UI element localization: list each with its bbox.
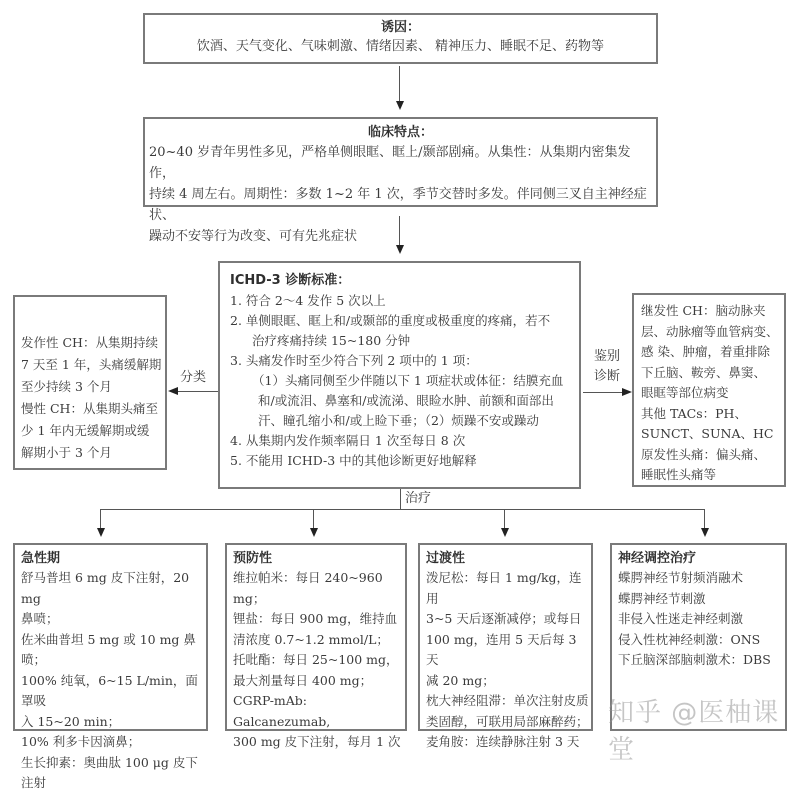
classification-line: 解期小于 3 个月 [21, 445, 112, 460]
transitional-title: 过渡性 [426, 551, 466, 566]
criteria-title: ICHD-3 诊断标准： [230, 273, 351, 288]
watermark: 知乎 @医柚课堂 [608, 698, 780, 765]
differential-line: 原发性头痛：偏头痛、 [641, 446, 767, 462]
criteria-item: 1. 符合 2～4 发作 5 次以上 [230, 293, 386, 308]
triggers-title: 诱因： [380, 20, 420, 35]
clinical-text [145, 142, 656, 247]
differential-line: 下丘脑、鞍旁、鼻窦、 [641, 364, 767, 380]
acute-line: 舒马普坦 6 mg 皮下注射，20 mg [21, 570, 190, 606]
classification-text [15, 297, 165, 464]
preventive-line: 维拉帕米：每日 240~960 mg； [233, 570, 383, 606]
transitional-treatment-box [418, 543, 593, 749]
arrow-down-icon [310, 528, 318, 537]
differential-label-1: 鉴别 [594, 349, 621, 364]
transitional-line: 枕大神经阻滞：单次注射皮质 [426, 693, 589, 708]
criteria-item: 5. 不能用 ICHD-3 中的其他诊断更好地解释 [230, 453, 477, 468]
preventive-line: 锂盐：每日 900 mg，维持血 [233, 611, 398, 626]
transitional-line: 泼尼松：每日 1 mg/kg，连用 [426, 570, 582, 606]
preventive-text [227, 568, 405, 753]
connector-line [313, 509, 314, 529]
clinical-title: 临床特点： [367, 125, 433, 140]
differential-diagnosis-box [632, 293, 786, 487]
classification-box [13, 295, 167, 470]
clinical-line: 持续 4 周左右。周期性：多数 1~2 年 1 次，季节交替时多发。伴同侧三叉自主神经症状、 [149, 187, 647, 223]
connector-line [100, 509, 101, 529]
preventive-title: 预防性 [233, 551, 273, 566]
neuromodulation-line: 蝶腭神经节刺激 [618, 590, 706, 606]
neuromodulation-line: 非侵入性迷走神经刺激 [618, 611, 744, 626]
classification-line: 至少持续 3 个月 [21, 379, 112, 394]
connector-line [399, 66, 400, 102]
arrow-down-icon [501, 528, 509, 537]
differential-line: 其他 TACs：PH、 [641, 405, 747, 421]
classification-line: 慢性 CH：从集期头痛至 [21, 401, 158, 416]
preventive-line: 清浓度 0.7~1.2 mmol/L； [233, 631, 389, 647]
differential-line: 继发性 CH：脑动脉夹 [641, 303, 766, 318]
transitional-line: 3~5 天后逐渐减停；或每日 [426, 611, 582, 626]
neuromodulation-text [612, 568, 785, 671]
acute-line: 100% 纯氧，6~15 L/min，面罩吸 [21, 672, 198, 708]
acute-title: 急性期 [21, 551, 61, 566]
neuromodulation-line: 蝶腭神经节射频消融术 [618, 570, 744, 585]
classification-line: 少 1 年内无缓解期或缓 [21, 423, 150, 438]
differential-line: 感 染、肿瘤，着重排除 [641, 344, 770, 359]
criteria-item: 4. 从集期内发作频率隔日 1 次至每日 8 次 [230, 433, 466, 448]
connector-line [504, 509, 505, 529]
clinical-features-box [143, 117, 658, 244]
acute-text [15, 568, 206, 794]
neuromodulation-line: 侵入性枕神经刺激：ONS [618, 631, 761, 647]
neuromodulation-title: 神经调控治疗 [618, 551, 697, 566]
differential-line: 睡眠性头痛等 [641, 467, 717, 482]
connector-line [176, 391, 218, 392]
treatment-branch-line [100, 509, 705, 510]
criteria-item: 汗、瞳孔缩小和/或上睑下垂；（2）烦躁不安或躁动 [258, 413, 539, 428]
arrow-left-icon [168, 387, 178, 395]
preventive-line: CGRP-mAb: Galcanezumab, [233, 693, 331, 729]
clinical-line: 20~40 岁青年男性多见，严格单侧眼眶、眶上/颞部剧痛。从集性：从集期内密集发作， [149, 145, 631, 181]
differential-line: 层、动脉瘤等血管病变、 [641, 323, 779, 339]
criteria-item: 和/或流泪、鼻塞和/或流涕、眼睑水肿、前额和面部出 [258, 393, 554, 408]
criteria-item: （1）头痛同侧至少伴随以下 1 项症状或体征：结膜充血 [252, 373, 564, 388]
treatment-label: 治疗 [405, 491, 432, 506]
acute-line: 鼻喷； [21, 611, 59, 626]
diagnostic-criteria-box [218, 261, 581, 489]
transitional-line: 100 mg，连用 5 天后每 3 天 [426, 631, 577, 667]
preventive-treatment-box [225, 543, 407, 749]
connector-line [583, 392, 623, 393]
acute-line: 生长抑素：奥曲肽 100 μg 皮下 [21, 754, 198, 770]
arrow-right-icon [622, 388, 632, 396]
preventive-line: 托吡酯：每日 25~100 mg， [233, 652, 399, 667]
preventive-line: 最大剂量每日 400 mg； [233, 672, 373, 688]
acute-treatment-box [13, 543, 208, 790]
classification-line: 7 天至 1 年，头痛缓解期 [21, 357, 162, 372]
differential-line: 眼眶等部位病变 [641, 385, 729, 400]
arrow-down-icon [396, 245, 404, 254]
differential-label-2: 诊断 [594, 369, 621, 384]
acute-line: 佐米曲普坦 5 mg 或 10 mg 鼻喷； [21, 631, 196, 667]
triggers-text: 饮酒、天气变化、气味刺激、情绪因素、 精神压力、睡眠不足、药物等 [196, 39, 605, 54]
acute-line: 入 15~20 min； [21, 713, 121, 729]
neuromodulation-line: 下丘脑深部脑刺激术：DBS [618, 652, 771, 667]
connector-line [704, 509, 705, 529]
arrow-down-icon [701, 528, 709, 537]
criteria-item: 治疗疼痛持续 15~180 分钟 [252, 333, 411, 348]
criteria-item: 3. 头痛发作时至少符合下列 2 项中的 1 项： [230, 353, 478, 368]
classification-label: 分类 [180, 370, 207, 385]
criteria-item: 2. 单侧眼眶、眶上和/或颞部的重度或极重度的疼痛，若不 [230, 313, 551, 328]
differential-text [634, 295, 784, 486]
arrow-down-icon [396, 101, 404, 110]
connector-line [400, 489, 401, 509]
transitional-line: 减 20 mg； [426, 672, 495, 688]
preventive-line: 300 mg 皮下注射，每月 1 次 [233, 734, 401, 749]
acute-line: 10% 利多卡因滴鼻； [21, 734, 141, 749]
triggers-box [143, 13, 658, 64]
acute-line: 注射 [21, 775, 47, 790]
transitional-line: 麦角胺：连续静脉注射 3 天 [426, 734, 580, 749]
classification-line: 发作性 CH：从集期持续 [21, 335, 158, 350]
transitional-line: 类固醇，可联用局部麻醉药； [426, 713, 589, 729]
clinical-line: 躁动不安等行为改变、可有先兆症状 [149, 229, 358, 244]
differential-line: SUNCT、SUNA、HC [641, 426, 774, 441]
arrow-down-icon [97, 528, 105, 537]
connector-line [399, 216, 400, 246]
criteria-list [220, 291, 579, 471]
transitional-text [420, 568, 591, 753]
